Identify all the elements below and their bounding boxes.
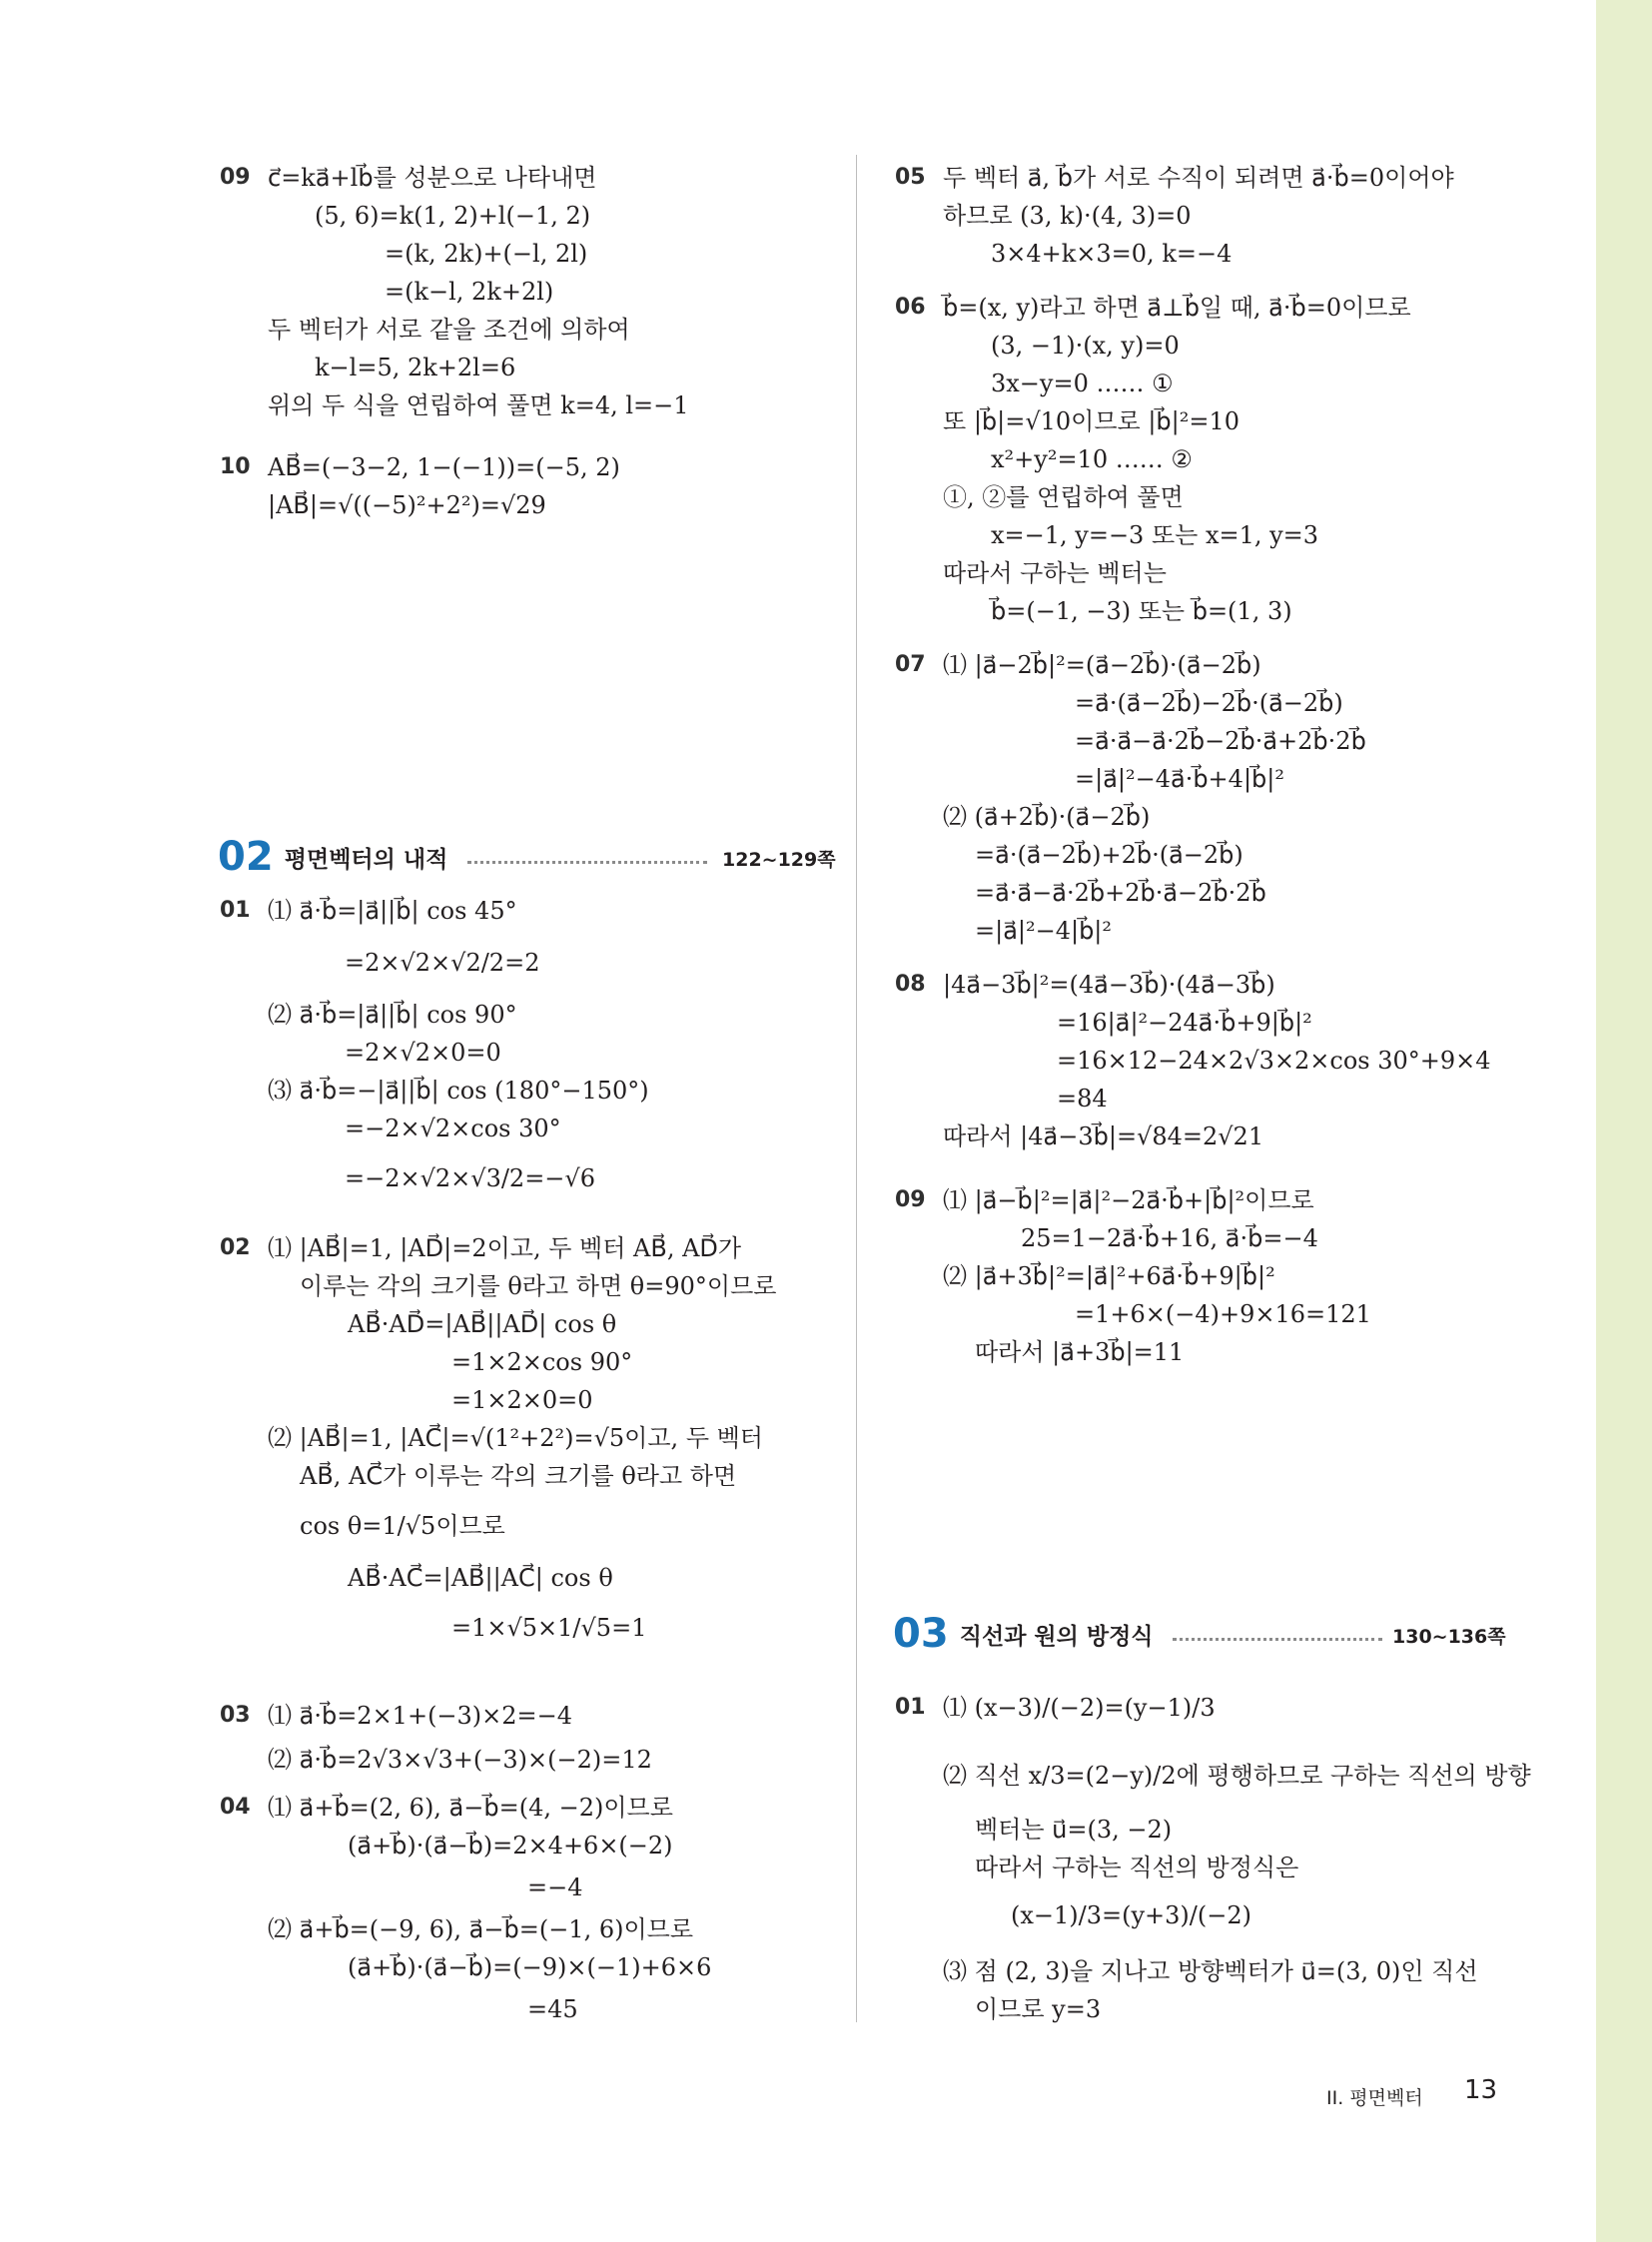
page-number: 13 [1464,2075,1498,2105]
solution-line: (a⃗+b⃗)·(a⃗−b⃗)=(−9)×(−1)+6×6 [348,1953,712,1981]
solution-line: =(k−l, 2k+2l) [385,278,554,306]
section-number: 03 [893,1611,949,1657]
leader-dots [467,861,707,864]
solution-line: ①, ②를 연립하여 풀면 [943,483,1184,511]
solution-line: =1+6×(−4)+9×16=121 [1075,1300,1371,1328]
solution-line: 따라서 |a⃗+3b⃗|=11 [975,1338,1185,1366]
solution-line: b⃗=(x, y)라고 하면 a⃗⊥b⃗일 때, a⃗·b⃗=0이므로 [943,294,1411,322]
problem-number: 06 [895,295,926,320]
solution-line: =45 [527,1995,578,2023]
problem-number: 08 [895,972,926,997]
solution-line: AB⃗·AC⃗=|AB⃗||AC⃗| cos θ [348,1564,613,1592]
solution-line: k−l=5, 2k+2l=6 [315,354,516,381]
solution-line: (3, −1)·(x, y)=0 [991,332,1180,360]
solution-line: b⃗=(−1, −3) 또는 b⃗=(1, 3) [991,597,1292,625]
problem-number: 03 [220,1703,251,1728]
solution-line: ⑵ a⃗·b⃗=2√3×√3+(−3)×(−2)=12 [268,1746,652,1774]
solution-line: AB⃗·AD⃗=|AB⃗||AD⃗| cos θ [348,1310,617,1338]
problem-number: 01 [895,1695,926,1720]
solution-line: 25=1−2a⃗·b⃗+16, a⃗·b⃗=−4 [1021,1224,1318,1252]
section-pages: 130~136쪽 [1392,1626,1506,1648]
solution-line: ⑵ |AB⃗|=1, |AC⃗|=√(1²+2²)=√5이고, 두 벡터 [268,1424,763,1452]
section-title: 평면벡터의 내적 [284,846,448,873]
solution-line: ⑶ a⃗·b⃗=−|a⃗||b⃗| cos (180°−150°) [268,1077,649,1105]
section-title: 직선과 원의 방정식 [959,1623,1154,1650]
solution-line: 벡터는 u⃗=(3, −2) [975,1816,1173,1844]
solution-line: =−4 [527,1873,583,1901]
solution-line: 3x−y=0 …… ① [991,370,1174,397]
solution-line: AB⃗, AC⃗가 이루는 각의 크기를 θ라고 하면 [300,1462,737,1490]
solution-line: 위의 두 식을 연립하여 풀면 k=4, l=−1 [268,391,689,419]
problem-number: 09 [220,165,251,190]
solution-line: 따라서 |4a⃗−3b⃗|=√84=2√21 [943,1122,1264,1150]
solution-line: 이므로 y=3 [975,1995,1102,2023]
problem-number: 10 [220,454,251,479]
solution-line: =84 [1057,1085,1108,1113]
section-number: 02 [218,834,274,880]
solution-line: ⑵ |a⃗+3b⃗|²=|a⃗|²+6a⃗·b⃗+9|b⃗|² [943,1262,1275,1290]
solution-line: |4a⃗−3b⃗|²=(4a⃗−3b⃗)·(4a⃗−3b⃗) [943,971,1275,999]
solution-line: ⑶ 점 (2, 3)을 지나고 방향벡터가 u⃗=(3, 0)인 직선 [943,1957,1478,1985]
solution-line: 또 |b⃗|=√10이므로 |b⃗|²=10 [943,407,1240,435]
solution-line: ⑴ |a⃗−2b⃗|²=(a⃗−2b⃗)·(a⃗−2b⃗) [943,651,1261,679]
solution-line: 이루는 각의 크기를 θ라고 하면 θ=90°이므로 [300,1272,777,1300]
solution-line: 따라서 구하는 직선의 방정식은 [975,1854,1299,1881]
page-edge-color-band [1596,0,1652,2242]
problem-number: 01 [220,898,251,923]
solution-line: ⑴ |a⃗−b⃗|²=|a⃗|²−2a⃗·b⃗+|b⃗|²이므로 [943,1186,1314,1214]
solution-line: =1×2×0=0 [451,1386,593,1414]
problem-number: 02 [220,1235,251,1260]
section-header-02 [218,834,836,880]
solution-line: =1×2×cos 90° [451,1348,633,1376]
leader-dots [1173,1638,1382,1641]
problem-number: 07 [895,652,926,677]
section-header-03 [893,1612,1508,1656]
solution-line: 두 벡터 a⃗, b⃗가 서로 수직이 되려면 a⃗·b⃗=0이어야 [943,164,1454,192]
solution-line: ⑴ (x−3)/(−2)=(y−1)/3 [943,1694,1216,1722]
solution-line: =|a⃗|²−4a⃗·b⃗+4|b⃗|² [1075,765,1284,793]
problem-number: 05 [895,165,926,190]
section-pages: 122~129쪽 [722,849,836,871]
solution-line: cos θ=1/√5이므로 [300,1512,505,1540]
solution-line: =−2×√2×cos 30° [345,1115,561,1142]
solution-line: 따라서 구하는 벡터는 [943,559,1167,587]
chapter-label: II. 평면벡터 [1326,2087,1423,2109]
solution-line: =a⃗·(a⃗−2b⃗)−2b⃗·(a⃗−2b⃗) [1075,689,1343,717]
solution-line: 두 벡터가 서로 같을 조건에 의하여 [268,316,630,344]
problem-number: 04 [220,1795,251,1820]
solution-line: =a⃗·(a⃗−2b⃗)+2b⃗·(a⃗−2b⃗) [975,841,1243,869]
solution-line: ⑵ a⃗+b⃗=(−9, 6), a⃗−b⃗=(−1, 6)이므로 [268,1915,694,1943]
solution-line: (5, 6)=k(1, 2)+l(−1, 2) [315,202,591,230]
solution-line: x²+y²=10 …… ② [991,445,1193,473]
solution-line: =1×√5×1/√5=1 [451,1614,647,1642]
solution-line: =a⃗·a⃗−a⃗·2b⃗−2b⃗·a⃗+2b⃗·2b⃗ [1075,727,1366,755]
column-divider [856,155,857,2022]
solution-line: AB⃗=(−3−2, 1−(−1))=(−5, 2) [268,453,620,481]
solution-line: (x−1)/3=(y+3)/(−2) [1011,1901,1251,1929]
solution-line: ⑵ (a⃗+2b⃗)·(a⃗−2b⃗) [943,803,1151,831]
solution-line: =(k, 2k)+(−l, 2l) [385,240,588,268]
solution-line: =−2×√2×√3/2=−√6 [345,1164,595,1192]
solution-line: =16|a⃗|²−24a⃗·b⃗+9|b⃗|² [1057,1009,1312,1037]
solution-line: 하므로 (3, k)·(4, 3)=0 [943,202,1192,230]
solution-line: =16×12−24×2√3×2×cos 30°+9×4 [1057,1047,1491,1075]
solution-line: ⑴ a⃗·b⃗=2×1+(−3)×2=−4 [268,1702,573,1730]
solution-line: ⑴ a⃗+b⃗=(2, 6), a⃗−b⃗=(4, −2)이므로 [268,1794,673,1822]
solution-line: c⃗=ka⃗+lb⃗를 성분으로 나타내면 [268,164,597,192]
problem-number: 09 [895,1187,926,1212]
solution-line: =2×√2×√2/2=2 [345,949,540,977]
solution-line: ⑵ a⃗·b⃗=|a⃗||b⃗| cos 90° [268,1001,517,1029]
solution-line: ⑵ 직선 x/3=(2−y)/2에 평행하므로 구하는 직선의 방향 [943,1762,1531,1790]
solution-line: =|a⃗|²−4|b⃗|² [975,917,1113,945]
solution-line: =2×√2×0=0 [345,1039,501,1067]
solution-line: (a⃗+b⃗)·(a⃗−b⃗)=2×4+6×(−2) [348,1832,673,1860]
solution-line: 3×4+k×3=0, k=−4 [991,240,1233,268]
solution-line: |AB⃗|=√((−5)²+2²)=√29 [268,491,546,519]
solution-line: ⑴ |AB⃗|=1, |AD⃗|=2이고, 두 벡터 AB⃗, AD⃗가 [268,1234,742,1262]
solution-line: =a⃗·a⃗−a⃗·2b⃗+2b⃗·a⃗−2b⃗·2b⃗ [975,879,1266,907]
solution-line: ⑴ a⃗·b⃗=|a⃗||b⃗| cos 45° [268,897,517,925]
solution-line: x=−1, y=−3 또는 x=1, y=3 [991,521,1319,549]
